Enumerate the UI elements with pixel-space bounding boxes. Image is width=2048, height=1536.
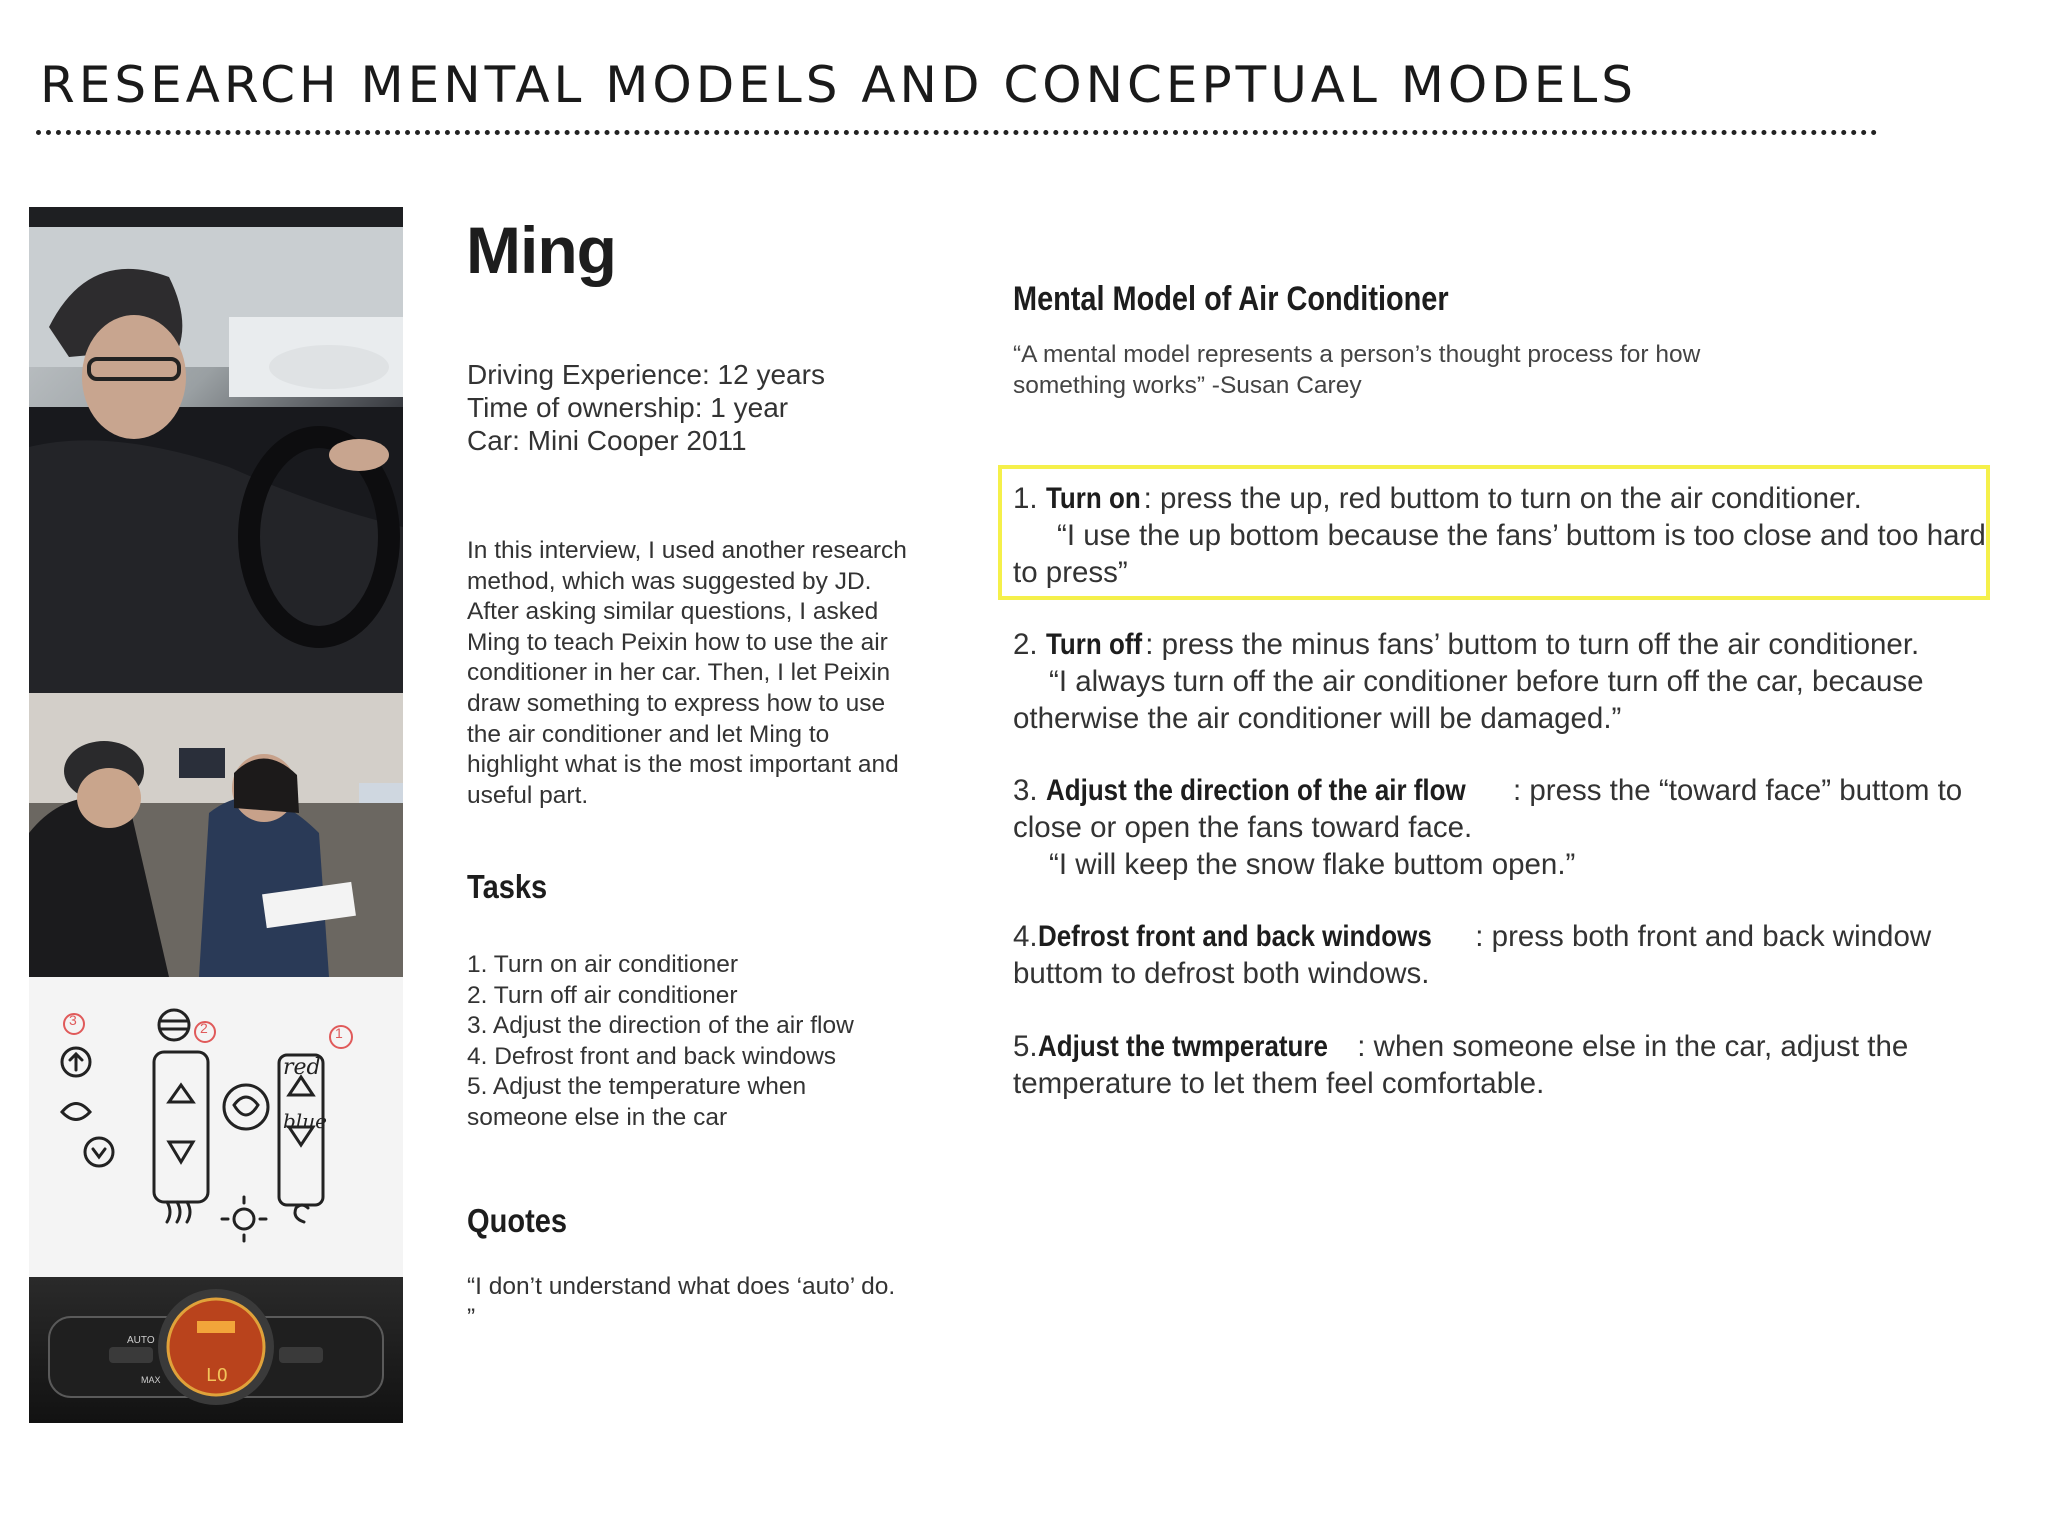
step-quote: “I will keep the snow flake buttom open.” <box>1049 848 1576 881</box>
dotted-divider <box>36 130 1878 135</box>
step-number: 4. <box>1013 920 1038 953</box>
step-defrost <box>1013 918 1993 992</box>
step-title: Turn on <box>1045 482 1141 515</box>
driver-illustration <box>29 207 403 693</box>
step-description: : press the minus fans’ buttom to turn off the air conditioner. <box>1145 628 1920 661</box>
sketch-drawing <box>29 977 403 1277</box>
mental-model-heading: Mental Model of Air Conditioner <box>1013 280 1449 318</box>
task-item: 5. Adjust the temperature when someone else in the car <box>467 1073 807 1131</box>
sketch-circle-label-1: 1 <box>335 1025 343 1041</box>
step-description: : when someone else in the car, adjust the temperature to let them feel comfortable. <box>1013 1030 1909 1100</box>
step-number: 1. <box>1013 482 1046 515</box>
dashboard-illustration <box>29 1277 403 1423</box>
sketch-circle-label-2: 2 <box>200 1020 208 1036</box>
step-title: Adjust the twmperature <box>1037 1030 1328 1063</box>
step-turn-on <box>1013 480 1993 591</box>
driving-experience: Driving Experience: 12 years <box>467 359 825 390</box>
photo-teaching-session <box>29 693 403 977</box>
tasks-heading: Tasks <box>467 868 548 905</box>
step-number: 2. <box>1013 628 1046 661</box>
dashboard-display-label: LO <box>206 1365 228 1386</box>
step-description: : press the “toward face” buttom to close or open the fans toward face. <box>1013 774 1963 844</box>
task-item: 4. Defrost front and back windows <box>467 1042 837 1070</box>
dashboard-max-label: MAX <box>141 1375 161 1385</box>
quotes-heading: Quotes <box>467 1202 568 1239</box>
photo-dashboard <box>29 1277 403 1423</box>
sketch-label-red: red <box>283 1055 321 1080</box>
step-number: 5. <box>1013 1030 1038 1063</box>
photo-hand-sketch <box>29 977 403 1277</box>
step-turn-off <box>1013 626 1993 737</box>
sketch-circle-label-3: 3 <box>69 1012 77 1028</box>
step-title: Adjust the direction of the air flow <box>1045 774 1466 807</box>
step-quote: “I always turn off the air conditioner before turn off the car, because otherwise the air conditioner will be damaged.” <box>1013 665 1924 735</box>
step-air-flow <box>1013 772 1993 883</box>
photo-driver-in-car <box>29 207 403 693</box>
dashboard-auto-label: AUTO <box>127 1335 155 1346</box>
mental-model-definition: “A mental model represents a person’s thought process for how something works” -Susan Carey <box>1013 341 1701 399</box>
interview-intro: In this interview, I used another research method, which was suggested by JD. After asking similar questions, I asked Ming to teach Peixin how to use the air conditioner in her car. Then, I let Peixin draw something to express how to use the air conditioner and let Ming to highlight what is the most important and useful part. <box>467 537 907 809</box>
step-description: : press both front and back window buttom to defrost both windows. <box>1013 920 1932 990</box>
time-of-ownership: Time of ownership: 1 year <box>467 392 789 423</box>
teaching-illustration <box>29 693 403 977</box>
step-temperature <box>1013 1028 1993 1102</box>
person-name: Ming <box>466 213 616 287</box>
task-item: 2. Turn off air conditioner <box>467 981 738 1009</box>
step-description: : press the up, red buttom to turn on the air conditioner. <box>1143 482 1862 515</box>
step-title: Turn off <box>1045 628 1142 661</box>
car-model: Car: Mini Cooper 2011 <box>467 425 747 456</box>
page-title: RESEARCH MENTAL MODELS AND CONCEPTUAL MODELS <box>40 56 1637 114</box>
task-item: 1. Turn on air conditioner <box>467 951 739 978</box>
sketch-label-blue: blue <box>283 1109 327 1133</box>
profile-details <box>467 358 907 457</box>
task-list <box>467 950 907 1134</box>
quote-text: “I don’t understand what does ‘auto’ do. ” <box>467 1273 896 1331</box>
step-quote: “I use the up bottom because the fans’ buttom is too close and too hard to press” <box>1013 519 1986 589</box>
step-title: Defrost front and back windows <box>1037 920 1432 953</box>
task-item: 3. Adjust the direction of the air flow <box>467 1012 854 1040</box>
step-number: 3. <box>1013 774 1046 807</box>
